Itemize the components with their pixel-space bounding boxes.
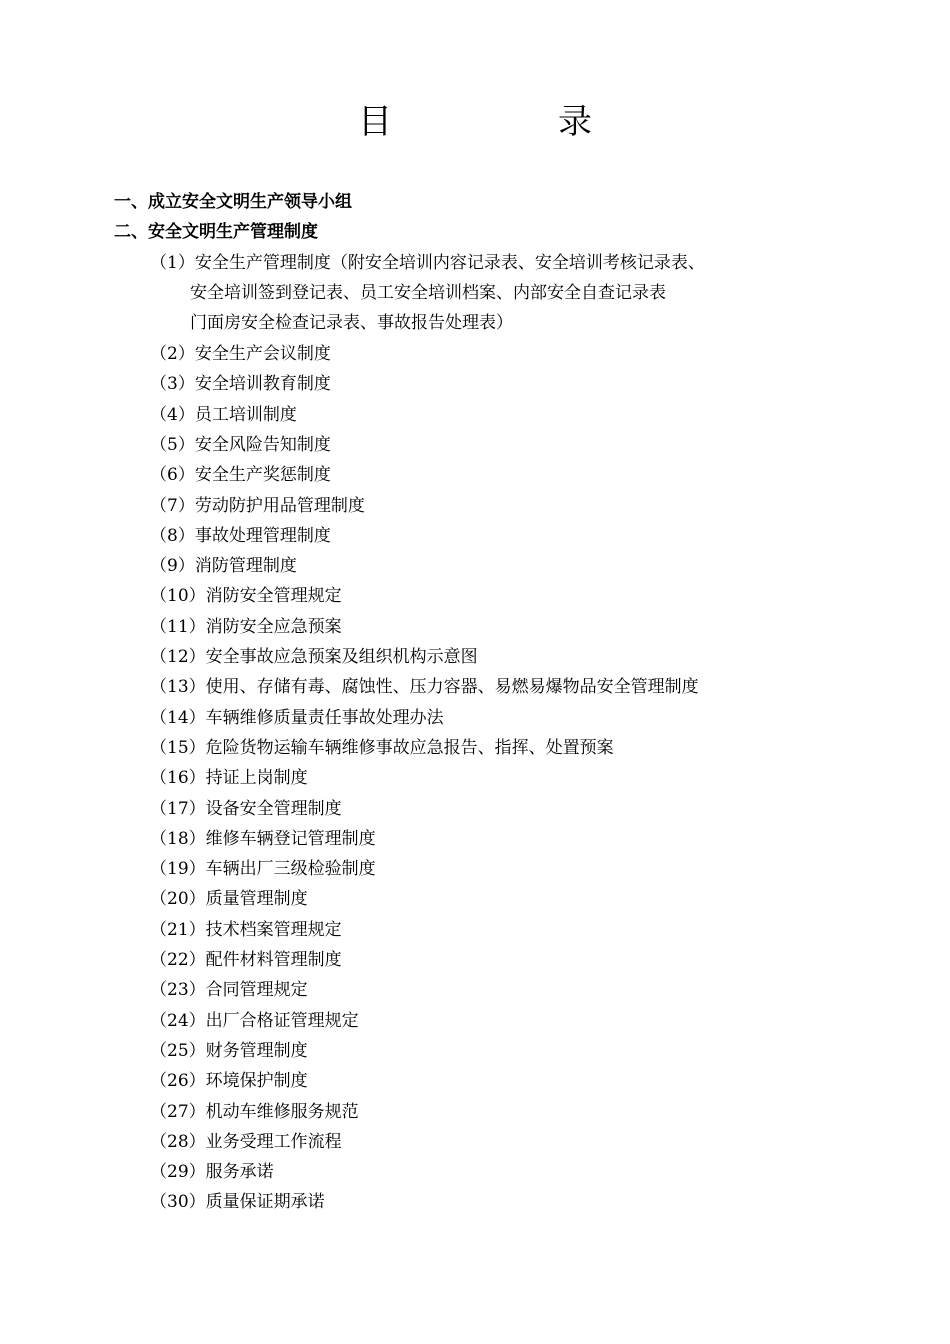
toc-item-22: （22）配件材料管理制度 [150,950,342,970]
toc-item-11: （11）消防安全应急预案 [150,616,342,637]
toc-item-18: （18）维修车辆登记管理制度 [150,828,376,849]
toc-item-15: （15）危险货物运输车辆维修事故应急报告、指挥、处置预案 [150,737,614,758]
toc-item-17: （17）设备安全管理制度 [150,798,342,819]
toc-item-19: （19）车辆出厂三级检验制度 [150,859,376,880]
toc-item-20: （20）质量管理制度 [150,889,308,910]
toc-item-8: （8）事故处理管理制度 [150,525,331,546]
toc-item-1-line3: 门面房安全检查记录表、事故报告处理表） [190,313,513,334]
toc-item-25: （25）财务管理制度 [150,1040,308,1061]
toc-item-5: （5）安全风险告知制度 [150,434,331,455]
toc-item-12: （12）安全事故应急预案及组织机构示意图 [150,647,478,667]
toc-item-1-line2: 安全培训签到登记表、员工安全培训档案、内部安全自查记录表 [190,283,666,304]
toc-item-4: （4）员工培训制度 [150,404,297,425]
toc-section-2: 二、安全文明生产管理制度 [114,222,318,242]
toc-item-2: （2）安全生产会议制度 [150,344,331,364]
page-title: 目 录 [358,102,658,142]
toc-item-27: （27）机动车维修服务规范 [150,1101,359,1122]
toc-item-29: （29）服务承诺 [150,1162,274,1183]
toc-item-7: （7）劳动防护用品管理制度 [150,495,365,516]
toc-item-30: （30）质量保证期承诺 [150,1192,325,1213]
toc-item-21: （21）技术档案管理规定 [150,919,342,940]
toc-item-24: （24）出厂合格证管理规定 [150,1010,359,1031]
toc-item-10: （10）消防安全管理规定 [150,586,342,607]
toc-item-9: （9）消防管理制度 [150,556,297,577]
toc-item-3: （3）安全培训教育制度 [150,374,331,395]
toc-section-1: 一、成立安全文明生产领导小组 [114,192,352,212]
toc-item-6: （6）安全生产奖惩制度 [150,465,331,486]
toc-item-14: （14）车辆维修质量责任事故处理办法 [150,707,444,728]
toc-item-1-line1: （1）安全生产管理制度（附安全培训内容记录表、安全培训考核记录表、 [150,253,705,273]
toc-item-16: （16）持证上岗制度 [150,768,308,789]
toc-item-26: （26）环境保护制度 [150,1071,308,1092]
toc-item-23: （23）合同管理规定 [150,980,308,1001]
toc-item-28: （28）业务受理工作流程 [150,1131,342,1152]
toc-item-13: （13）使用、存储有毒、腐蚀性、压力容器、易燃易爆物品安全管理制度 [150,677,699,698]
toc-item-1 [150,248,705,339]
